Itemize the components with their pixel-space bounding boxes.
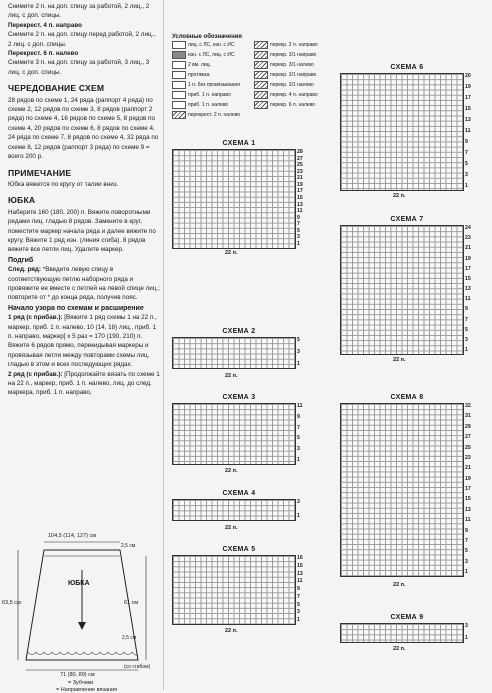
intro-line: Снимите 2 п. на доп. спицу за работой, 2 лиц., 2 лиц. с доп. спицы.	[8, 3, 150, 20]
row-number: 7	[297, 424, 300, 431]
row1-lead: 1 ряд (с прибав.):	[8, 314, 63, 322]
row-number: 3	[465, 336, 468, 343]
legend-item: перекр. 3/1 направо	[254, 70, 316, 81]
row-number: 1	[297, 361, 300, 367]
row-number: 1	[297, 241, 300, 247]
right-height-label: 61 см	[124, 600, 139, 606]
row-number: 5	[465, 548, 468, 555]
row-number: 16	[297, 555, 303, 561]
intro-line: Снимите 3 п. на доп. спицу за работой, 3 лиц., 3 лиц. с доп. спицы.	[8, 59, 150, 76]
row-number: 7	[465, 537, 468, 544]
row-number: 19	[465, 84, 471, 90]
bottom-width-label: 71 (80, 89) см	[60, 672, 95, 678]
symbol-swatch	[172, 61, 186, 69]
row-number: 17	[297, 188, 303, 195]
row-number: 27	[297, 155, 303, 162]
legend-item: протяжка	[172, 70, 210, 81]
symbol-swatch	[254, 41, 268, 49]
chart-caption: 22 п.	[393, 193, 406, 199]
symbol-swatch	[172, 41, 186, 49]
row-number: 5	[297, 435, 300, 442]
chart-caption: 22 п.	[393, 582, 406, 588]
row-number: 11	[465, 128, 471, 134]
row-number: 31	[465, 413, 471, 420]
chart-grid	[340, 623, 464, 643]
row-number: 9	[297, 586, 300, 592]
row-number: 7	[297, 593, 300, 600]
chart-scheme-6	[340, 64, 474, 206]
row-number: 1	[465, 183, 468, 189]
row-number: 19	[465, 475, 471, 482]
chart-scheme-2	[172, 328, 306, 386]
chart-caption: 22 п.	[225, 468, 238, 474]
hem-heading: Подгиб	[8, 256, 34, 264]
row-number: 1	[465, 569, 468, 575]
chart-grid	[340, 225, 464, 355]
row-number: 9	[465, 527, 468, 534]
hem-paragraph	[8, 265, 160, 303]
row-number: 13	[465, 506, 471, 513]
chart-caption: 22 п.	[225, 525, 238, 531]
legend-item: лиц. с ЛС, изн. с ИС	[172, 40, 235, 51]
left-height-label: 63,5 см	[2, 600, 21, 606]
small-dim-top: 2,5 см	[121, 543, 136, 549]
chart-title: СХЕМА 9	[390, 614, 424, 621]
row-number: 13	[297, 570, 303, 577]
chart-grid	[340, 403, 464, 577]
legend-item: приб. 1 п. направо	[172, 90, 231, 101]
row-number: 23	[465, 235, 471, 242]
row-number: 5	[297, 227, 300, 234]
legend-item: изн. с ЛС, лиц. с ИС	[172, 50, 235, 61]
row-number: 1	[465, 635, 468, 641]
skirt-heading: ЮБКА	[8, 195, 36, 206]
symbol-swatch	[254, 71, 268, 79]
row-number: 11	[465, 296, 471, 303]
symbol-swatch	[254, 81, 268, 89]
symbol-swatch	[254, 101, 268, 109]
row-number: 15	[465, 106, 471, 112]
row-number: 7	[297, 221, 300, 228]
chart-scheme-5	[172, 546, 306, 640]
instructions-column	[8, 2, 160, 398]
chart-scheme-4	[172, 490, 306, 536]
chart-grid	[172, 403, 296, 465]
skirt-text: Наберите 160 (180, 200) п. Вяжите поворотными рядами лиц. гладью 8 рядов. Замкните в круг, поместите маркер начала ряда и далее вяжите по кругу. Вяжите 1 ряд изн. (линия сгиба). 8 рядов вяжите все петли лиц. Удалите маркер.	[8, 208, 156, 254]
note-heading: ПРИМЕЧАНИЕ	[8, 167, 72, 178]
row-number: 9	[465, 139, 468, 145]
row-number: 15	[297, 195, 303, 201]
row-number: 3	[297, 446, 300, 453]
row-number: 5	[297, 601, 300, 608]
note-text: Юбка вяжется по кругу от талии вниз.	[8, 180, 119, 188]
row-number: 3	[297, 499, 300, 505]
pattern-heading: Начало узора по схемам и расширение	[8, 304, 144, 312]
legend-item: перекр. 3/1 налево	[254, 80, 314, 91]
row-number: 15	[297, 562, 303, 569]
row-number: 1	[297, 457, 300, 463]
row1-paragraph	[8, 313, 160, 341]
legend-item: перекр. 3/1 направо	[254, 50, 316, 61]
row-number: 11	[297, 578, 303, 585]
chart-title: СХЕМА 2	[222, 328, 256, 335]
chart-title: СХЕМА 1	[222, 140, 256, 147]
chart-title: СХЕМА 6	[390, 64, 424, 71]
symbol-swatch	[172, 51, 186, 59]
column-divider	[163, 0, 164, 690]
intro-line: Перекрест. 6 п. налево	[8, 50, 79, 58]
chart-caption: 22 п.	[225, 250, 238, 256]
row-number: 21	[297, 175, 303, 182]
chart-scheme-9	[340, 614, 474, 660]
row-number: 7	[465, 150, 468, 156]
chart-scheme-8	[340, 394, 474, 598]
chart-caption: 22 п.	[225, 373, 238, 379]
chart-title: СХЕМА 4	[222, 490, 256, 497]
row-number: 5	[465, 161, 468, 167]
symbol-swatch	[172, 81, 186, 89]
row-number: 3	[465, 623, 468, 629]
chart-caption: 22 п.	[393, 646, 406, 652]
fold-note: (со сгибом)	[124, 664, 151, 670]
row2-text: [Продолжайте вязать по схеме 1 на 22 п., маркер, приб. 1 п. налево, лиц. до след. маркера, приб. 1 п. направо,	[8, 370, 160, 397]
row-number: 17	[465, 265, 471, 272]
legend-direction: = Направление вязания	[56, 687, 118, 693]
legend-title: Условные обозначения	[172, 34, 242, 40]
row-number: 24	[465, 225, 471, 231]
row-number: 3	[465, 172, 468, 178]
row-number: 1	[297, 513, 300, 519]
hem-lead: След. ряд:	[8, 266, 41, 274]
row2-lead: 2 ряд (с прибав.):	[8, 370, 63, 378]
legend-item: перекр. 2 п. направо	[254, 40, 318, 51]
symbol-swatch	[172, 101, 186, 109]
row-number: 29	[465, 423, 471, 430]
row-number: 13	[297, 201, 303, 208]
row-number: 21	[465, 465, 471, 472]
row-number: 13	[465, 286, 471, 292]
row-number: 11	[465, 517, 471, 524]
row-number: 28	[297, 149, 303, 155]
symbol-swatch	[254, 51, 268, 59]
row-number: 19	[297, 181, 303, 188]
alternation-text: 28 рядов по схеме 1, 24 ряда (раппорт 4 ряда) по схеме 2, 12 рядов по схеме 3, 8 рядов (раппорт 2 ряда) по схеме 4, 16 рядов по схеме 5, 8 рядов по схеме 4, 20 рядов по схеме 6, 8 рядов по схеме 4, 24 ряда по схеме 7, 8 рядов по схеме 4, 32 ряда по схеме 8, 12 рядов (раппорт 3 ряда) по схеме 9 = всего 200 р.	[8, 96, 159, 161]
row-number: 15	[465, 496, 471, 503]
chart-caption: 22 п.	[393, 357, 406, 363]
chart-grid	[172, 499, 296, 521]
intro-line: Перекрест. 4 п. направо	[8, 21, 82, 29]
legend-item: 1 п. без провязывания	[172, 80, 240, 91]
row-number: 3	[297, 234, 300, 241]
chart-title: СХЕМА 3	[222, 394, 256, 401]
row-number: 25	[465, 444, 471, 451]
chart-scheme-3	[172, 394, 306, 478]
legend-item: перекр. 4 п. направо	[254, 90, 318, 101]
row-number: 19	[465, 255, 471, 262]
row-number: 25	[297, 162, 303, 169]
alternation-heading: ЧЕРЕДОВАНИЕ СХЕМ	[8, 83, 105, 94]
row-number: 13	[465, 117, 471, 123]
symbol-swatch	[254, 91, 268, 99]
row-number: 9	[465, 306, 468, 313]
legend-item: перекр. 3/1 налево	[254, 60, 314, 71]
legend-item: приб. 1 п. налево	[172, 100, 228, 111]
symbol-swatch	[172, 111, 186, 119]
row1-text: [Вяжите 1 ряд схемы 1 на 22 п., маркер, приб. 1 п. налево, 10 (14, 18) лиц., приб. 1 п. направо, маркер] х 5 раз = 170 (190, 210) п.	[8, 314, 157, 340]
row-number: 5	[465, 326, 468, 333]
row-number: 32	[465, 403, 471, 409]
row-number: 21	[465, 245, 471, 252]
row-number: 1	[297, 617, 300, 623]
picot-edge	[28, 652, 138, 655]
row-number: 23	[465, 454, 471, 461]
chart-scheme-1	[172, 140, 306, 260]
chart-scheme-7	[340, 216, 474, 370]
chart-title: СХЕМА 8	[390, 394, 424, 401]
row-number: 11	[297, 208, 303, 215]
row-number: 20	[465, 73, 471, 79]
chart-grid	[172, 149, 296, 249]
row-number: 11	[297, 403, 303, 409]
row-number: 9	[297, 214, 300, 221]
chart-caption: 22 п.	[225, 628, 238, 634]
skirt-label: ЮБКА	[68, 580, 90, 587]
row2-paragraph	[8, 370, 160, 398]
row-number: 3	[297, 609, 300, 616]
row-number: 3	[297, 349, 300, 355]
chart-grid	[172, 555, 296, 625]
chart-grid	[340, 73, 464, 191]
hem-text: *Введите левую спицу в соответствующую петлю наборного ряда и провяжите ее вместе с петлей на левой спице лиц.; повторите от * до конца ряда, получив пояс.	[8, 266, 160, 302]
row-number: 9	[297, 413, 300, 420]
row-number: 3	[465, 558, 468, 565]
legend-item: перекр. 6 п. налево	[254, 100, 315, 111]
top-width-label: 104,5 (114, 127) см	[48, 533, 97, 539]
symbol-swatch	[172, 71, 186, 79]
legend-item: 2 вм. лиц.	[172, 60, 211, 71]
row-number: 17	[465, 95, 471, 101]
chart-grid	[172, 337, 296, 369]
row-number: 23	[297, 168, 303, 175]
chart-title: СХЕМА 5	[222, 546, 256, 553]
row1-continued: Вяжите 6 рядов прямо, перекидывая маркеры и провязывая петли между повторами схемы лиц. гладью в этом и всех последующих рядах.	[8, 342, 150, 369]
row-number: 5	[297, 337, 300, 343]
chart-title: СХЕМА 7	[390, 216, 424, 223]
row-number: 15	[465, 275, 471, 282]
row-number: 1	[465, 347, 468, 353]
legend-picots: = Зубчики	[68, 680, 94, 686]
symbol-swatch	[172, 91, 186, 99]
legend-item: перекрест. 2 п. налево	[172, 110, 240, 121]
row-number: 17	[465, 486, 471, 492]
skirt-schematic	[2, 530, 158, 693]
intro-line: Снимите 2 п. на доп. спицу перед работой, 2 лиц., 2 лиц. с доп. спицы.	[8, 31, 156, 48]
row-number: 27	[465, 434, 471, 441]
row-number: 7	[465, 316, 468, 323]
symbol-swatch	[254, 61, 268, 69]
small-dim-bottom: 2,5 см	[122, 635, 137, 641]
legend	[172, 32, 318, 118]
direction-arrowhead	[78, 622, 86, 630]
